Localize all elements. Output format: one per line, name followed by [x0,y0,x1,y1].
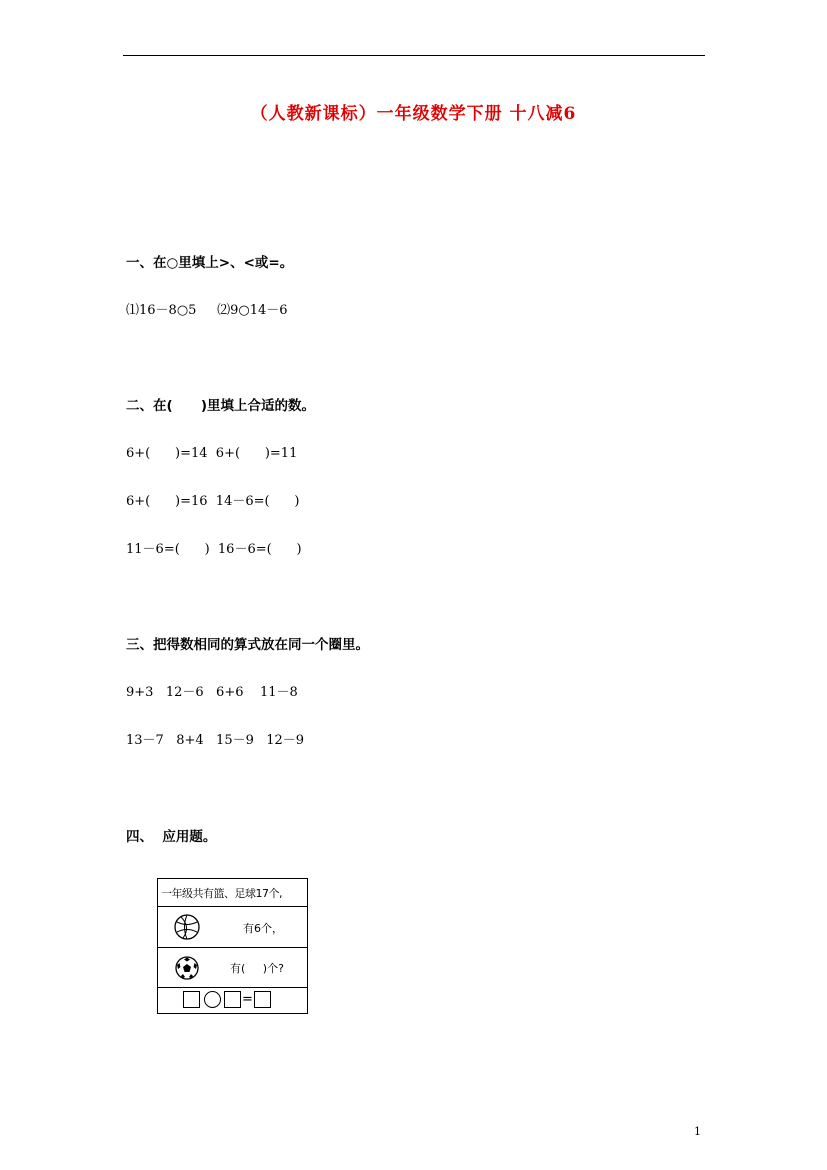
word-problem-total-text: 一年级共有篮、足球17个, [161,887,282,900]
answer-box-3 [254,991,271,1008]
top-rule [123,55,705,56]
section3-line2: 13－7 8+4 15－9 12－9 [126,733,305,748]
section2-heading: 二、在( )里填上合适的数。 [126,398,316,414]
page-number: 1 [694,1125,701,1138]
word-problem-soccer-text: 有( )个? [230,962,284,975]
word-problem-row-soccer [158,948,307,988]
word-problem-row-total [158,879,307,907]
answer-box-2 [224,991,241,1008]
word-problem-box [157,878,308,1014]
section1-items: ⑴16－8○5 ⑵9○14－6 [126,303,288,318]
section3-line1: 9+3 12－6 6+6 11－8 [126,685,298,700]
section2-line3: 11－6=( ) 16－6=( ) [126,542,302,557]
word-problem-row-basketball [158,907,307,948]
section3-heading: 三、把得数相同的算式放在同一个圈里。 [126,637,369,653]
section2-line1: 6+( )=14 6+( )=11 [126,446,298,461]
equals-sign: = [242,992,253,1007]
answer-box-1 [183,991,200,1008]
operator-circle [204,991,221,1008]
soccer-ball-icon [174,955,200,981]
section2-line2: 6+( )=16 14－6=( ) [126,494,300,509]
word-problem-row-equation [158,988,307,1013]
section4-heading: 四、 应用题。 [126,829,217,845]
equation-template [183,991,271,1008]
section1-heading: 一、在○里填上>、<或=。 [126,255,294,271]
word-problem-basketball-text: 有6个， [243,922,283,935]
basketball-icon [173,913,201,941]
page-title: （人教新课标）一年级数学下册 十八减6 [250,104,577,124]
